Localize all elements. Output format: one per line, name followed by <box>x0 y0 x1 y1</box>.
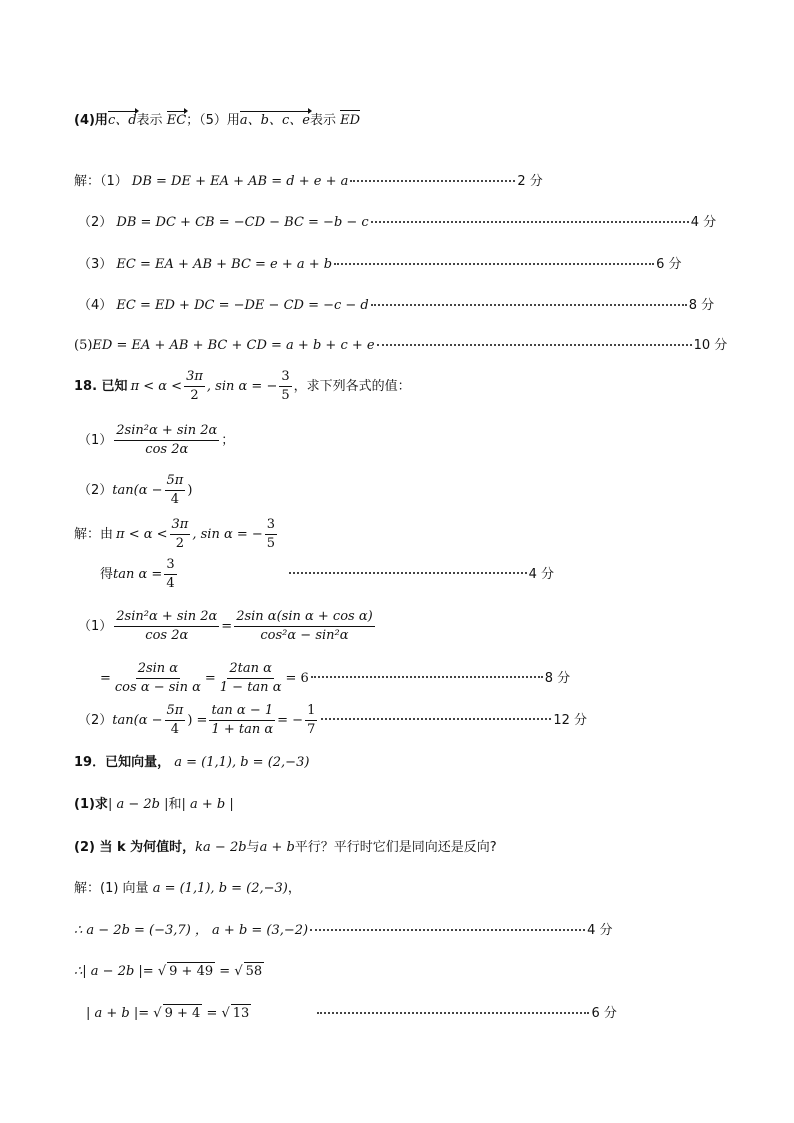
q17-s5-score: 10 分 <box>693 338 728 353</box>
q18-tan-eq: tan α = <box>113 566 163 582</box>
q19-l2-r: 58 <box>245 964 263 979</box>
leader-dots <box>371 304 687 306</box>
q17-s5-label: (5) <box>74 338 93 353</box>
q19-jie-end: ， <box>287 881 301 896</box>
q19-p1-and: 和 <box>168 797 182 812</box>
q18-a2-lead: = <box>100 670 111 686</box>
q19-title <box>74 754 309 772</box>
q19-l1-text: ∴ a − 2b = (−3,7) ， a + b = (3,−2) <box>74 923 309 938</box>
q17-jie: 解：（1） <box>74 174 128 189</box>
q19-jie-given: a = (1,1), b = (2,−3) <box>152 881 288 896</box>
q19-l2-a: ∴| a − 2b |= <box>74 964 154 979</box>
q18-sol-cond-b: , sin α = − <box>192 526 263 542</box>
q19-l3: | a + b |= √ 9 + 4 = √ 13 6 分 <box>86 1006 617 1021</box>
q18-sol-frac-3-5: $\frac{3}{5}$ <box>266 517 276 551</box>
q18-a1-lhs: $\frac{\text{2sin²α + sin 2α}}{\cos 2\alpha}$ <box>116 609 218 643</box>
q19-p2-expr: ka − 2b <box>195 840 247 855</box>
q17-prompt-d: 表示 <box>309 113 336 128</box>
q19-jie-label: 解：(1) 向量 <box>74 881 149 896</box>
q19-p1 <box>74 796 234 814</box>
q18-score12: 12 分 <box>553 712 588 728</box>
q19-p2-c: 平行？平行时它们是同向还是反向? <box>294 840 497 855</box>
q19-p2-a: (2) 当 k 为何值时， <box>74 840 196 855</box>
q18-a3-frac-5pi-4: $\frac{5\pi}{4}$ <box>166 703 184 737</box>
q18-a3-frac: $\frac{\text{tan α − 1}}{\text{1 + tan α}}$ <box>211 703 274 737</box>
q18-frac-3pi-2: $\frac{3\pi}{2}$ <box>186 369 203 403</box>
q17-s3: EC = EA + AB + BC = e + a + b <box>116 257 333 272</box>
q18-sol-frac-3pi-2: $\frac{3\pi}{2}$ <box>171 517 189 551</box>
q17-s1-score: 2 分 <box>517 174 543 189</box>
leader-dots <box>377 344 692 346</box>
leader-dots <box>334 263 654 265</box>
q18-cond-b: , sin α = − <box>206 378 278 394</box>
q18-p1-label: （1） <box>78 432 113 448</box>
q17-ec: EC <box>167 110 186 130</box>
leader-dots <box>321 718 551 720</box>
q19-title-label: 19．已知向量， <box>74 755 171 770</box>
q18-a1: （1） $\frac{\text{2sin²α + sin 2α}}{\cos 2\alpha}$ = $\frac{\text{2sin α(sin α + cos α)}}{\text{cos²α − sin²α}}$ <box>78 609 373 643</box>
q17-s5: ED = EA + AB + BC + CD = a + b + c + e <box>92 338 375 353</box>
q17-prompt-b: 表示 <box>136 113 163 128</box>
leader-dots <box>317 1012 589 1014</box>
q19-p2 <box>74 839 497 857</box>
leader-dots <box>371 221 689 223</box>
q19-p2-b: 与 <box>246 840 260 855</box>
q18-a2-frac1: $\frac{\text{2sin α}}{\text{cos α − sin α}}$ <box>114 661 201 695</box>
q18-a3-label: （2） <box>78 712 113 728</box>
q18-a2: = $\frac{\text{2sin α}}{\text{cos α − sin α}}$ = $\frac{\text{2tan α}}{\text{1 − tan α}}$ = 6 8 分 <box>100 661 571 695</box>
q18-p2-b: ) <box>187 482 193 498</box>
q17-s2: DB = DC + CB = −CD − BC = −b − c <box>116 215 369 230</box>
q17-s3-score: 6 分 <box>656 257 682 272</box>
leader-dots <box>289 572 527 574</box>
q19-l2: ∴| a − 2b |= √ 9 + 49 = √ 58 <box>74 964 263 979</box>
q17-s4-score: 8 分 <box>688 298 715 313</box>
q17-prompt-a: (4)用 <box>74 113 108 128</box>
q18-p2 <box>78 472 192 509</box>
q18-cond-a: π < α < <box>130 378 183 394</box>
q18-p1-frac: $\frac{\text{2sin²α + sin 2α}}{\cos 2\alpha}$ <box>116 423 218 457</box>
q18-title-label: 18. 已知 <box>74 378 128 394</box>
q18-score8: 8 分 <box>544 670 571 686</box>
q17-s4: EC = ED + DC = −DE − CD = −c − d <box>116 298 369 313</box>
q18-solution-cond <box>74 516 279 553</box>
q17-s2-label: （2） <box>78 215 113 230</box>
q18-p2-a: tan(α − <box>112 482 163 498</box>
q19-l3-a: | a + b |= <box>86 1006 150 1021</box>
q19-jie <box>74 880 301 898</box>
q18-p1-end: ； <box>221 432 235 448</box>
q18-frac-3-5: $\frac{3}{5}$ <box>281 369 290 403</box>
q17-step3 <box>78 256 682 274</box>
q18-score4: 4 分 <box>528 566 554 582</box>
q17-step1 <box>74 173 543 191</box>
q19-score6: 6 分 <box>591 1006 617 1021</box>
q18-title <box>74 368 411 405</box>
q17-step2 <box>78 214 716 232</box>
q19-given: a = (1,1), b = (2,−3) <box>174 755 310 770</box>
q18-a1-rhs: $\frac{\text{2sin α(sin α + cos α)}}{\text{cos²α − sin²α}}$ <box>236 609 373 643</box>
q19-l1 <box>74 922 613 940</box>
q17-step4 <box>78 297 714 315</box>
q17-abce: a、b、c、e <box>240 110 310 130</box>
q18-jie: 解：由 <box>74 526 114 542</box>
q18-a2-res: = 6 <box>285 670 309 686</box>
q17-prompt <box>74 110 360 130</box>
q19-l3-sqrt: 9 + 4 <box>164 1006 201 1021</box>
q19-l3-eq: = <box>206 1006 218 1021</box>
q18-p1 <box>78 422 234 459</box>
q19-p2-expr2: a + b <box>259 840 295 855</box>
q18-de: 得 <box>100 566 114 582</box>
q17-s3-label: （3） <box>78 257 113 272</box>
q18-a2-frac2: $\frac{\text{2tan α}}{\text{1 − tan α}}$ <box>219 661 282 695</box>
leader-dots <box>310 929 585 931</box>
q18-sol-cond-a: π < α < <box>116 526 168 542</box>
q18-frac-3-4: $\frac{3}{4}$ <box>166 557 175 591</box>
q19-p1-b: | a + b | <box>181 797 234 812</box>
q17-step5 <box>74 337 727 355</box>
q19-score4: 4 分 <box>587 923 613 938</box>
q18-a3-res: = − <box>277 712 304 728</box>
q18-a3-tan: tan(α − <box>112 712 163 728</box>
q17-s4-label: （4） <box>78 298 113 313</box>
q17-prompt-c: ；（5）用 <box>186 113 240 128</box>
q19-l2-eq: = <box>219 964 231 979</box>
q17-s1: DB = DE + EA + AB = d + e + a <box>131 174 349 189</box>
q17-cd: c、d <box>108 110 137 130</box>
q18-a3: （2） tan(α − $\frac{5\pi}{4}$ ) = $\frac{\text{tan α − 1}}{\text{1 + tan α}}$ = − $\frac{1}{7}$ 12 分 <box>78 703 588 737</box>
q19-p1-label: (1)求 <box>74 797 108 812</box>
q19-l3-r: 13 <box>232 1006 250 1021</box>
q18-a1-label: （1） <box>78 618 113 634</box>
q18-frac-5pi-4: $\frac{5\pi}{4}$ <box>166 473 184 507</box>
leader-dots <box>350 180 515 182</box>
q18-tan-line <box>100 556 554 593</box>
q19-l2-sqrt: 9 + 49 <box>169 964 214 979</box>
q19-p1-a: | a − 2b | <box>107 797 169 812</box>
q18-frac-1-7: $\frac{1}{7}$ <box>307 703 316 737</box>
q17-s2-score: 4 分 <box>690 215 717 230</box>
q17-ed: ED <box>340 110 360 130</box>
leader-dots <box>311 676 543 678</box>
q18-p2-label: （2） <box>78 482 113 498</box>
q18-ask: ，求下列各式的值： <box>293 378 411 394</box>
